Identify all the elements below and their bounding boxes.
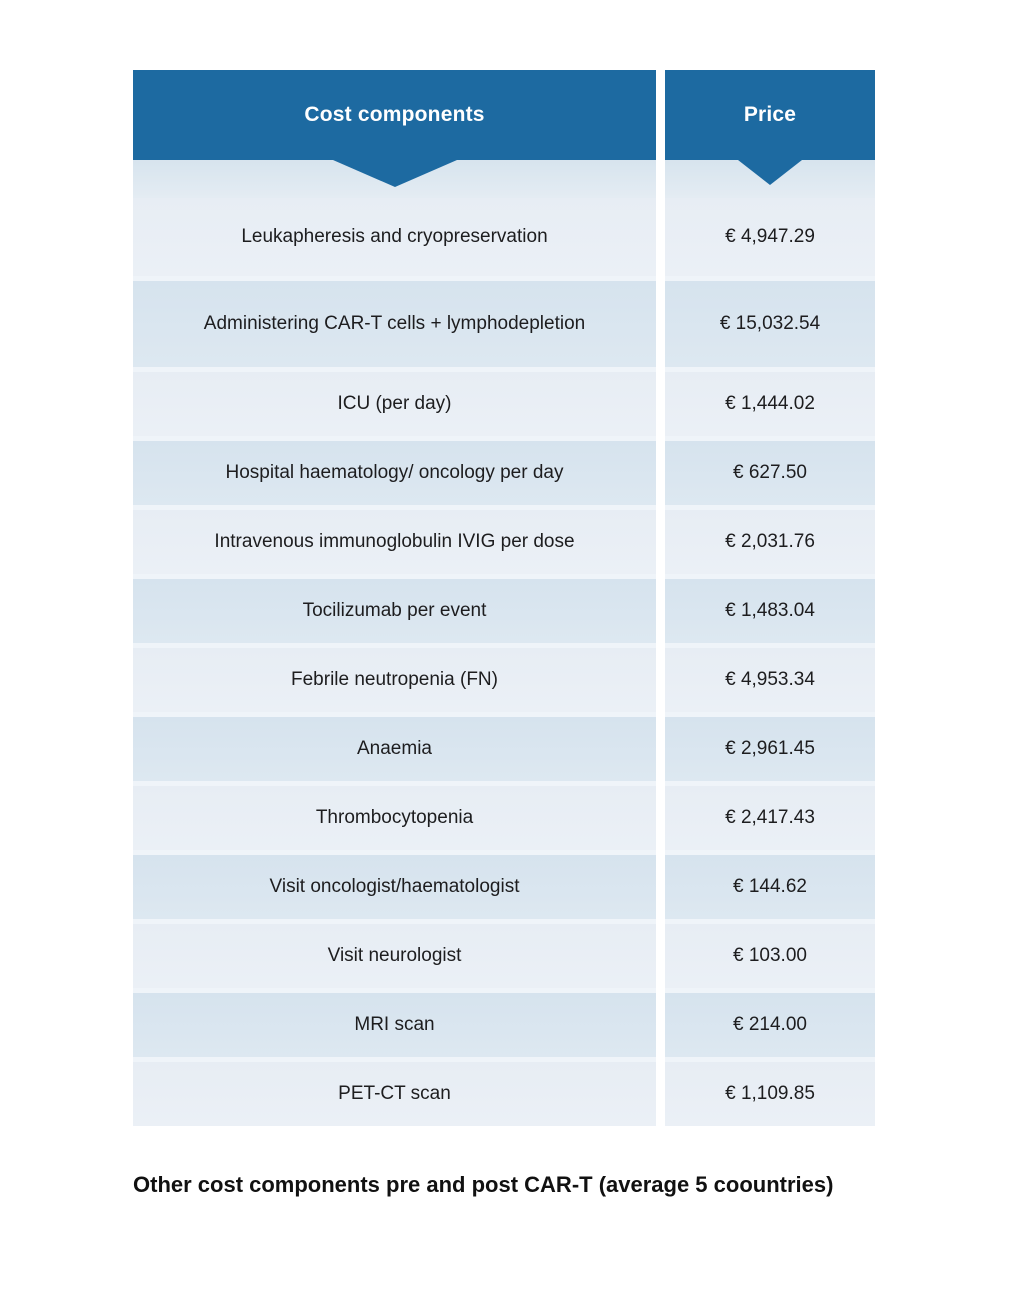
table-row xyxy=(133,436,875,505)
column-header-price xyxy=(665,70,875,160)
cost-component-cell: Anaemia xyxy=(133,712,656,781)
table-caption: Other cost components pre and post CAR-T (average 5 coountries) xyxy=(133,1172,834,1197)
header-notch-icon xyxy=(333,160,457,187)
price-cell: € 2,031.76 xyxy=(665,505,875,574)
price-cell: € 2,417.43 xyxy=(665,781,875,850)
cost-component-cell: PET-CT scan xyxy=(133,1057,656,1126)
cost-component-cell: Hospital haematology/ oncology per day xyxy=(133,436,656,505)
cost-component-cell: Visit oncologist/haematologist xyxy=(133,850,656,919)
table-row xyxy=(133,276,875,367)
table-row xyxy=(133,850,875,919)
table-header-row xyxy=(133,70,875,160)
price-cell: € 4,953.34 xyxy=(665,643,875,712)
cost-component-cell: Leukapheresis and cryopreservation xyxy=(133,198,656,276)
table-row xyxy=(133,574,875,643)
price-cell: € 2,961.45 xyxy=(665,712,875,781)
table-row xyxy=(133,1057,875,1126)
price-cell: € 103.00 xyxy=(665,919,875,988)
price-cell: € 4,947.29 xyxy=(665,198,875,276)
cost-components-table xyxy=(133,70,875,1126)
price-cell: € 627.50 xyxy=(665,436,875,505)
price-cell: € 1,109.85 xyxy=(665,1057,875,1126)
cost-component-cell: Febrile neutropenia (FN) xyxy=(133,643,656,712)
table-row xyxy=(133,781,875,850)
column-header-label: Cost components xyxy=(304,103,485,126)
column-header-label: Price xyxy=(743,103,797,126)
column-header-cost-components xyxy=(133,70,656,160)
cost-component-cell: Thrombocytopenia xyxy=(133,781,656,850)
table-row xyxy=(133,712,875,781)
cost-component-cell: Visit neurologist xyxy=(133,919,656,988)
price-cell: € 1,483.04 xyxy=(665,574,875,643)
price-cell: € 15,032.54 xyxy=(665,276,875,367)
cost-component-cell: Tocilizumab per event xyxy=(133,574,656,643)
cost-component-cell: MRI scan xyxy=(133,988,656,1057)
cost-component-cell: Intravenous immunoglobulin IVIG per dose xyxy=(133,505,656,574)
price-cell: € 144.62 xyxy=(665,850,875,919)
table-row xyxy=(133,988,875,1057)
price-cell: € 1,444.02 xyxy=(665,367,875,436)
cost-component-cell: ICU (per day) xyxy=(133,367,656,436)
table-row xyxy=(133,198,875,276)
table-row xyxy=(133,643,875,712)
price-cell: € 214.00 xyxy=(665,988,875,1057)
header-notch-icon xyxy=(738,160,802,185)
cost-component-cell: Administering CAR-T cells + lymphodepletion xyxy=(133,276,656,367)
table-row xyxy=(133,919,875,988)
table-row xyxy=(133,505,875,574)
table-row xyxy=(133,367,875,436)
